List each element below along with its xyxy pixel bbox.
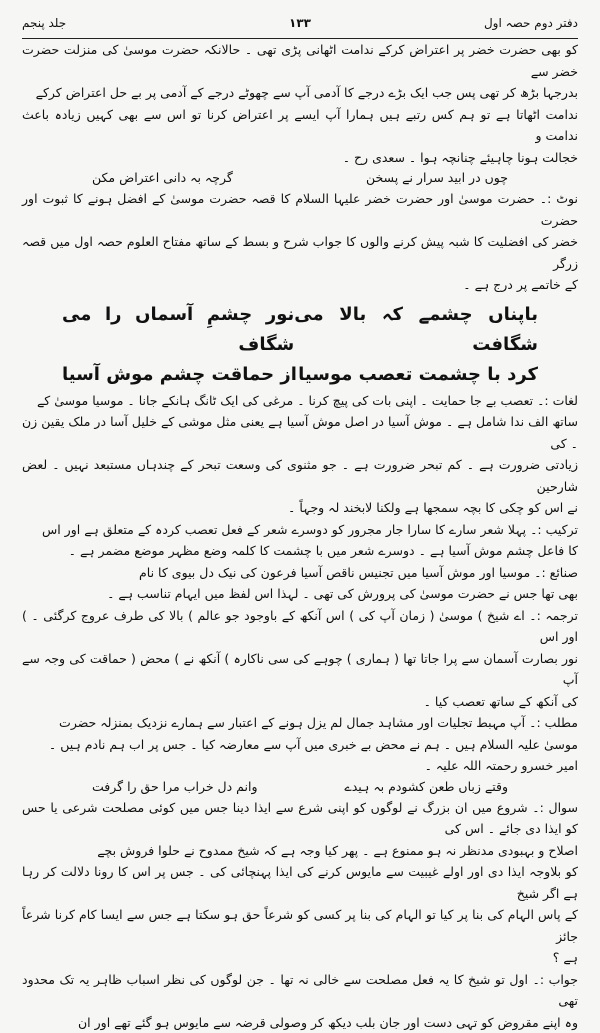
note-paragraph: نوٹ :۔ حضرت موسیٰ اور حضرت خضر علیہا السلام کا قصہ حضرت موسیٰ کے افضل ہونے کا ثبوت اور حضرت خضر کی افضلیت کا شبہ پیش کرنے والوں کا جواب شرح و بسط کے ساتھ مفتاح العلوم حصہ اول میں قصہ زرگر کے خاتمے پر درج ہے ۔ [22,188,578,296]
page-header [22,8,578,39]
sawal-paragraph: سوال :۔ شروع میں ان بزرگ نے لوگوں کو اپنی شرع سے ایذا دینا جس میں کوئی مصلحت شرعی یا حس کو ایذا دی جائے ۔ اس کی اصلاح و بہبودی مدنظر نہ ہو ممنوع ہے ۔ پھر کیا وجہ ہے کہ شیخ ممدوح نے حلوا فروش بچے کو بلاوجہ ایذا دی اور اولے غیبیت سے مایوس کرنے کی ایذا پہنچائی کی ۔ جس پر اس کا رونا دلالت کر رہا ہے اگر شیخ کے پاس الہام کی بنا پر کیا تو الہام کی بنا پر کسی کو شرعاً حق ہو سکتا ہے جس سے ایسا کام کرنا شرعاً جائز ہے ؟ [22,797,578,969]
book-title: دفتر دوم حصہ اول [484,8,578,38]
main-verse-line-2: کرد با چشمت تعصب موسیا از حماقت چشم موش آسیا [22,360,578,390]
verse-saadi: چوں در ابید سرار نے پسخن گرچہ بہ دانی اعتراض مکن [22,168,578,188]
main-verse-line-1: باپناں چشمے کہ بالا می شگافت نور چشمِ آسماں را می شگاف [22,300,578,360]
matlab-paragraph: مطلب :۔ آپ مہبط تجلیات اور مشاہد جمال لم یزل ہونے کے اعتبار سے ہمارے نزدیک بمنزلہ حضرت موسیٰ علیہ السلام ہیں ۔ ہم نے محض بے خبری میں آپ سے معارضہ کیا ۔ جس پر اب ہم نادم ہیں ۔ امیر خسرو رحمتہ اللہ علیہ ۔ [22,712,578,777]
verse-khusro: وقتے زباں طعن کشودم بہ ہیدے وانم دل خراب مرا حق را گرفت [22,777,578,797]
volume-label: جلد پنجم [22,8,66,38]
page-number: ۱۳۳ [289,8,311,38]
paragraph-1: کو بھی حضرت خضر پر اعتراض کرکے ندامت اٹھانی پڑی تھی ۔ حالانکہ حضرت موسیٰ کی منزلت حضرت خضر سے بدرجہا بڑھ کر تھی پس جب ایک بڑے درجے کا آدمی آپ سے چھوٹے درجے کے آدمی پر بے حل اعتراض کرکے ندامت اٹھاتا ہے تو ہم کس رتبے ہیں ہمارا آپ ایسے پر اعتراض کرنا تو اس سے بھی کہیں زیادہ باعث ندامت و خجالت ہونا چاہیئے چنانچہ ہوا ۔ سعدی رح ۔ [22,39,578,168]
tarkeeb-paragraph: ترکیب :۔ پہلا شعر سارے کا سارا جار مجرور کو دوسرے شعر کے فعل تعصب کردہ کے متعلق ہے اور اس کا فاعل چشم موش آسیا ہے ۔ دوسرے شعر میں با چشمت کا کلمہ وضع مظہر موضع مضمر ہے ۔ صنائع :۔ موسیا اور موش آسیا میں تجنیس ناقص آسیا فرعون کی نیک دل بیوی کا نام بھی تھا جس نے حضرت موسیٰ کی پرورش کی تھی ۔ لہذا اس لفظ میں ایہام تناسب ہے ۔ [22,519,578,605]
page-content [22,39,578,1033]
jawab-paragraph: جواب :۔ اول تو شیخ کا یہ فعل مصلحت سے خالی نہ تھا ۔ جن لوگوں کی نظر اسباب ظاہر یہ تک محدود تھی وہ اپنے مقروض کو تہی دست اور جان بلب دیکھ کر وصولی قرضہ سے مایوس ہو گئے تھے اور ان [22,969,578,1033]
tarjuma-paragraph: ترجمہ :۔ اے شیخ ) موسیٰ ( زمان آپ کی ) اس آنکھ کے باوجود جو عالم ) بالا کی طرف عروج کرگئی ۔ ) اور اس نور بصارت آسمان سے پرا جاتا تھا ( ہماری ) چوہے کی سی ناکارہ ) آنکھ نے ) محض ( حماقت کی وجہ سے آپ کی آنکھ کے ساتھ تعصب کیا ۔ [22,605,578,713]
lughat-paragraph: لغات :۔ تعصب بے جا حمایت ۔ اپنی بات کی پیچ کرنا ۔ مرغی کی ایک ٹانگ ہانکے جانا ۔ موسیا موسیٰ کے ساتھ الف ندا شامل ہے ۔ موش آسیا در اصل موش آسیا ہے یعنی مثل موشی کے خلیل آسا در ملک یقین زن ۔ کی زیادتی ضرورت ہے ۔ کم تبحر ضرورت ہے ۔ جو مثنوی کی وسعت تبحر کے چندہاں مستبعد نہیں ۔ لعض شارحین نے اس کو چکی کا بچہ سمجھا ہے ولکنا لابخند لہ وجہاً ۔ [22,390,578,519]
